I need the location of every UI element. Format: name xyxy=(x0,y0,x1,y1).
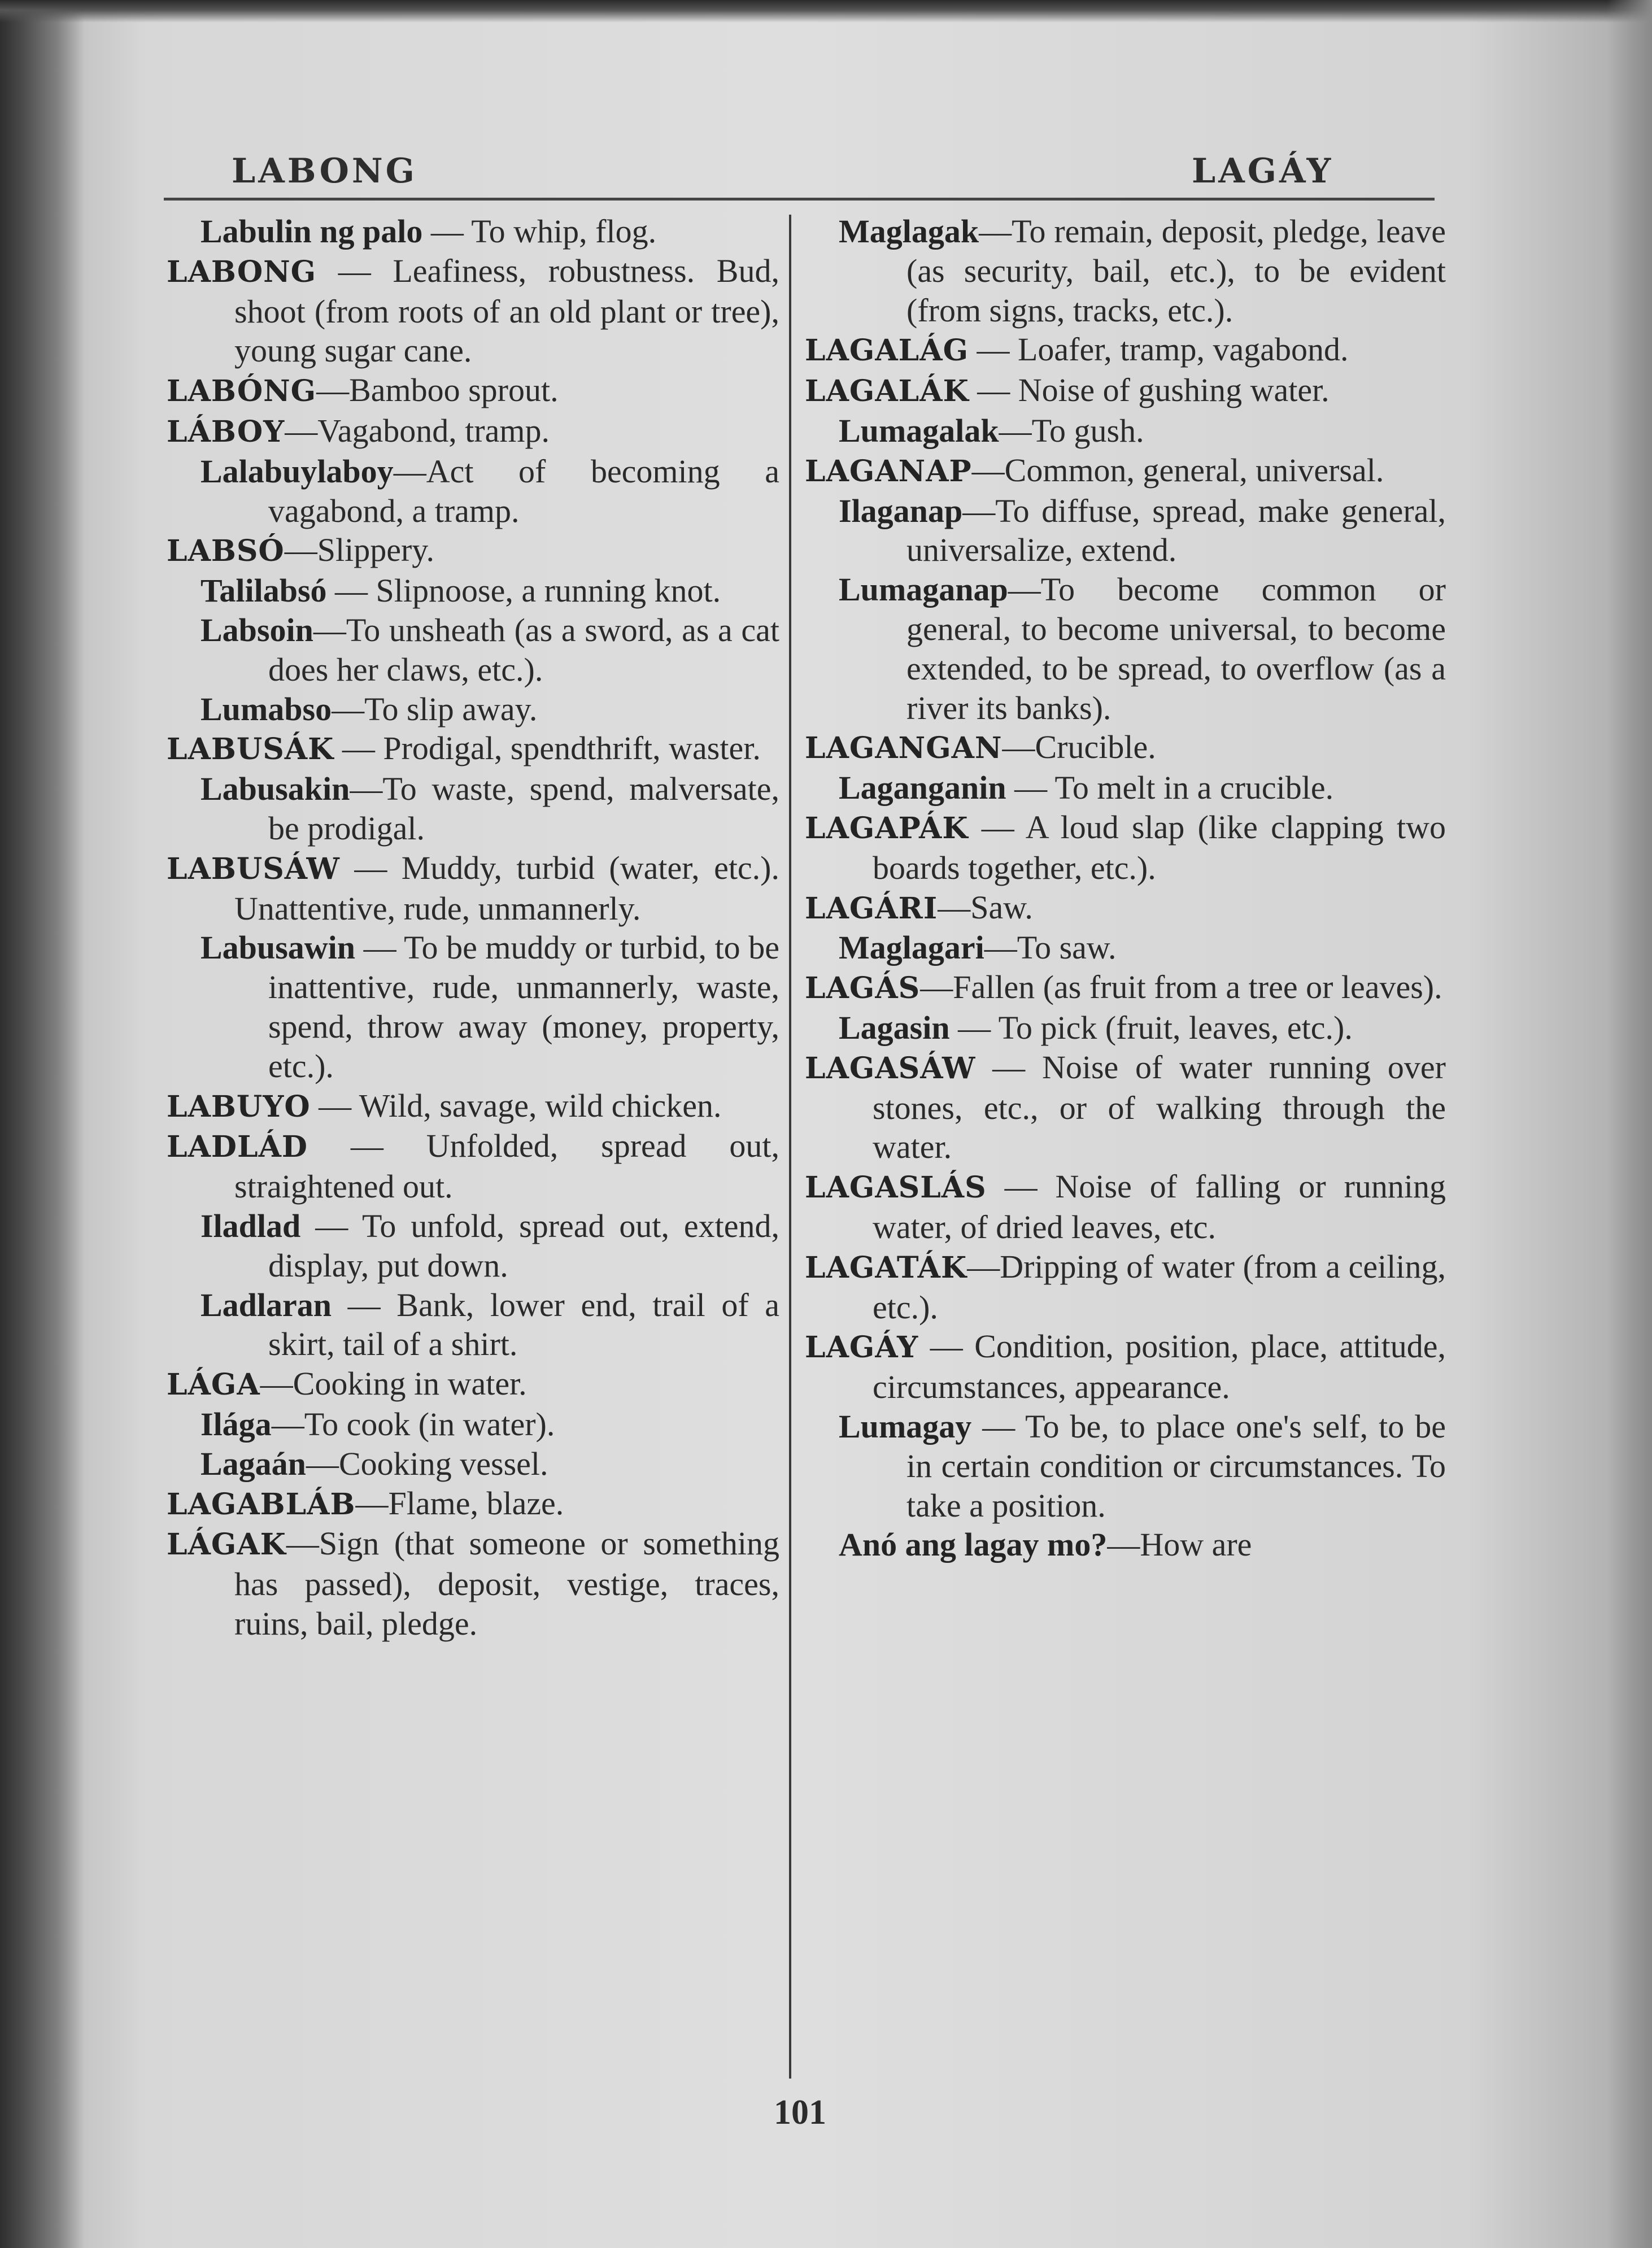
headword: LAGASÁW xyxy=(805,1051,976,1086)
headword: LADLÁD xyxy=(167,1130,308,1165)
definition: —Crucible. xyxy=(1002,729,1156,766)
dictionary-entry xyxy=(167,1364,779,1405)
sub-entry xyxy=(805,491,1446,570)
column-divider xyxy=(789,215,791,2079)
dictionary-entry xyxy=(167,1126,779,1206)
definition: —Slippery. xyxy=(284,531,434,569)
sub-headword: Labulin ng palo xyxy=(200,213,423,250)
sub-headword: Lumagalak xyxy=(839,412,999,449)
headword: LAGALÁG xyxy=(805,333,969,368)
right-edge-shadow xyxy=(1607,0,1652,2248)
headword: LABSÓ xyxy=(167,534,285,569)
sub-headword: Lumabso xyxy=(200,690,332,727)
definition: —Dripping of water (from a ceiling, etc.). xyxy=(873,1248,1446,1326)
definition: — Noise of water running over stones, etc., or of walking through the water. xyxy=(873,1048,1446,1166)
definition: — To whip, flog. xyxy=(422,213,657,250)
sub-entry xyxy=(167,769,779,848)
dictionary-entry xyxy=(167,411,779,452)
definition: — Unfolded, spread out, straightened out. xyxy=(234,1127,779,1205)
dictionary-entry xyxy=(167,729,779,769)
dictionary-entry xyxy=(805,888,1446,929)
top-edge-shadow xyxy=(0,0,1652,23)
definition: — Muddy, turbid (water, etc.). Unattentive, rude, unmannerly. xyxy=(234,849,779,927)
definition: —Cooking vessel. xyxy=(306,1445,548,1482)
sub-entry xyxy=(805,1407,1446,1525)
sub-entry xyxy=(167,690,779,729)
definition: —Cooking in water. xyxy=(260,1365,527,1402)
sub-headword: Ladlaran xyxy=(200,1286,332,1323)
headword: LAGANAP xyxy=(805,454,972,489)
headword: LAGANGAN xyxy=(805,731,1002,766)
definition: —How are xyxy=(1107,1526,1252,1563)
sub-headword: Lagasin xyxy=(839,1009,950,1046)
sub-entry xyxy=(805,768,1446,808)
dictionary-entry xyxy=(805,1048,1446,1167)
definition: —Vagabond, tramp. xyxy=(285,412,550,449)
dictionary-entry xyxy=(805,371,1446,411)
definition: — To be, to place one's self, to be in certain condition or circumstances. To take a position. xyxy=(906,1408,1446,1524)
definition: —To remain, deposit, pledge, leave (as security, bail, etc.), to be evident (from signs, tracks, etc.). xyxy=(906,213,1446,329)
running-head-left: LABONG xyxy=(232,151,417,191)
definition: — To pick (fruit, leaves, etc.). xyxy=(949,1009,1353,1046)
definition: —Bamboo sprout. xyxy=(316,372,559,409)
definition: — Wild, savage, wild chicken. xyxy=(310,1087,722,1124)
sub-entry xyxy=(805,212,1446,330)
sub-entry xyxy=(805,1525,1446,1565)
dictionary-entry xyxy=(805,808,1446,888)
headword: LABÓNG xyxy=(167,374,317,409)
definition: —Sign (that someone or something has passed), deposit, vestige, traces, ruins, bail, pledge. xyxy=(234,1525,779,1642)
dictionary-entry xyxy=(167,251,779,371)
sub-headword: Anó ang lagay mo? xyxy=(839,1526,1108,1563)
headword: LÁGAK xyxy=(167,1527,286,1562)
definition: — A loud slap (like clapping two boards together, etc.). xyxy=(873,808,1446,886)
left-column xyxy=(167,212,779,1644)
definition: —Flame, blaze. xyxy=(355,1484,564,1522)
dictionary-entry xyxy=(167,1484,779,1524)
sub-headword: Ilága xyxy=(200,1405,272,1443)
sub-entry xyxy=(167,212,779,251)
page-number: 101 xyxy=(774,2093,826,2132)
headword: LAGALÁK xyxy=(805,374,969,409)
sub-entry xyxy=(167,571,779,611)
sub-headword: Lumaganap xyxy=(839,571,1008,608)
dictionary-entry xyxy=(805,451,1446,491)
definition: — Noise of falling or running water, of dried leaves, etc. xyxy=(873,1168,1446,1245)
dictionary-entry xyxy=(167,1086,779,1127)
definition: —To diffuse, spread, make general, universalize, extend. xyxy=(906,492,1446,569)
book-gutter-shadow xyxy=(0,0,85,2248)
definition: — Slipnoose, a running knot. xyxy=(326,572,721,609)
dictionary-entry xyxy=(167,848,779,929)
sub-entry xyxy=(167,1286,779,1365)
definition: —To slip away. xyxy=(332,690,538,727)
headword: LÁBOY xyxy=(167,414,285,449)
sub-headword: Ilaganap xyxy=(839,492,963,529)
right-column xyxy=(805,212,1446,1565)
definition: — To unfold, spread out, extend, display, put down. xyxy=(268,1207,779,1284)
definition: — Prodigal, spendthrift, waster. xyxy=(334,730,761,767)
dictionary-entry xyxy=(167,371,779,411)
sub-headword: Iladlad xyxy=(200,1207,301,1244)
running-head-right: LAGÁY xyxy=(1192,151,1334,191)
headword: LAGÁS xyxy=(805,971,921,1006)
dictionary-entry xyxy=(805,1327,1446,1407)
definition: —Saw. xyxy=(938,888,1033,926)
headword: LAGATÁK xyxy=(805,1250,967,1285)
dictionary-entry xyxy=(167,530,779,571)
dictionary-entry xyxy=(805,968,1446,1008)
definition: —Common, general, universal. xyxy=(971,451,1384,489)
definition: —Act of becoming a vagabond, a tramp. xyxy=(268,452,779,529)
definition: —To saw. xyxy=(984,929,1117,966)
dictionary-entry xyxy=(167,1524,779,1643)
definition: —To unsheath (as a sword, as a cat does her claws, etc.). xyxy=(268,611,779,688)
sub-headword: Maglagak xyxy=(839,213,979,250)
headword: LAGABLÁB xyxy=(167,1487,356,1522)
definition: —To cook (in water). xyxy=(271,1405,555,1443)
definition: — To be muddy or turbid, to be inattentive, rude, unmannerly, waste, spend, throw away (money, property, etc.). xyxy=(268,929,779,1084)
sub-headword: Lalabuylaboy xyxy=(200,452,394,490)
sub-headword: Labusakin xyxy=(200,770,350,808)
headword: LAGASLÁS xyxy=(805,1170,987,1205)
sub-headword: Labsoin xyxy=(200,611,313,648)
definition: —To waste, spend, malversate, be prodigal. xyxy=(268,770,779,847)
definition: —To become common or general, to become universal, to become extended, to be spread, to overflow (as a river its banks). xyxy=(906,571,1446,726)
headword: LABONG xyxy=(167,254,317,289)
definition: —To gush. xyxy=(999,412,1144,449)
sub-headword: Lagaán xyxy=(200,1445,306,1482)
definition: — Leafiness, robustness. Bud, shoot (from roots of an old plant or tree), young sugar cane. xyxy=(234,252,779,369)
header-rule xyxy=(164,198,1435,201)
definition: — Condition, position, place, attitude, circumstances, appearance. xyxy=(873,1328,1446,1406)
headword: LÁGA xyxy=(167,1367,260,1402)
definition: — Noise of gushing water. xyxy=(969,372,1330,409)
sub-entry xyxy=(167,1206,779,1286)
sub-entry xyxy=(167,452,779,531)
sub-headword: Lumagay xyxy=(839,1408,972,1445)
definition: — To melt in a crucible. xyxy=(1006,769,1334,807)
dictionary-entry xyxy=(805,1167,1446,1247)
headword: LAGÁRI xyxy=(805,891,938,926)
headword: LABUSÁK xyxy=(167,732,334,767)
sub-entry xyxy=(805,928,1446,968)
sub-entry xyxy=(805,411,1446,451)
sub-entry xyxy=(167,611,779,690)
headword: LAGÁY xyxy=(805,1330,919,1365)
dictionary-entry xyxy=(805,727,1446,768)
dictionary-entry xyxy=(805,1247,1446,1327)
sub-headword: Laganganin xyxy=(839,769,1006,807)
headword: LAGAPÁK xyxy=(805,811,969,846)
headword: LABUYO xyxy=(167,1089,311,1124)
sub-entry xyxy=(167,1444,779,1484)
sub-entry xyxy=(805,1008,1446,1048)
headword: LABUSÁW xyxy=(167,851,340,886)
dictionary-entry xyxy=(805,330,1446,371)
definition: — Bank, lower end, trail of a skirt, tail of a shirt. xyxy=(268,1286,779,1363)
sub-entry xyxy=(805,570,1446,727)
sub-headword: Maglagari xyxy=(839,929,984,966)
sub-headword: Talilabsó xyxy=(200,572,327,609)
sub-entry xyxy=(167,928,779,1086)
definition: —Fallen (as fruit from a tree or leaves). xyxy=(920,969,1442,1006)
sub-headword: Labusawin xyxy=(200,929,356,966)
sub-entry xyxy=(167,1405,779,1444)
definition: — Loafer, tramp, vagabond. xyxy=(968,331,1349,368)
